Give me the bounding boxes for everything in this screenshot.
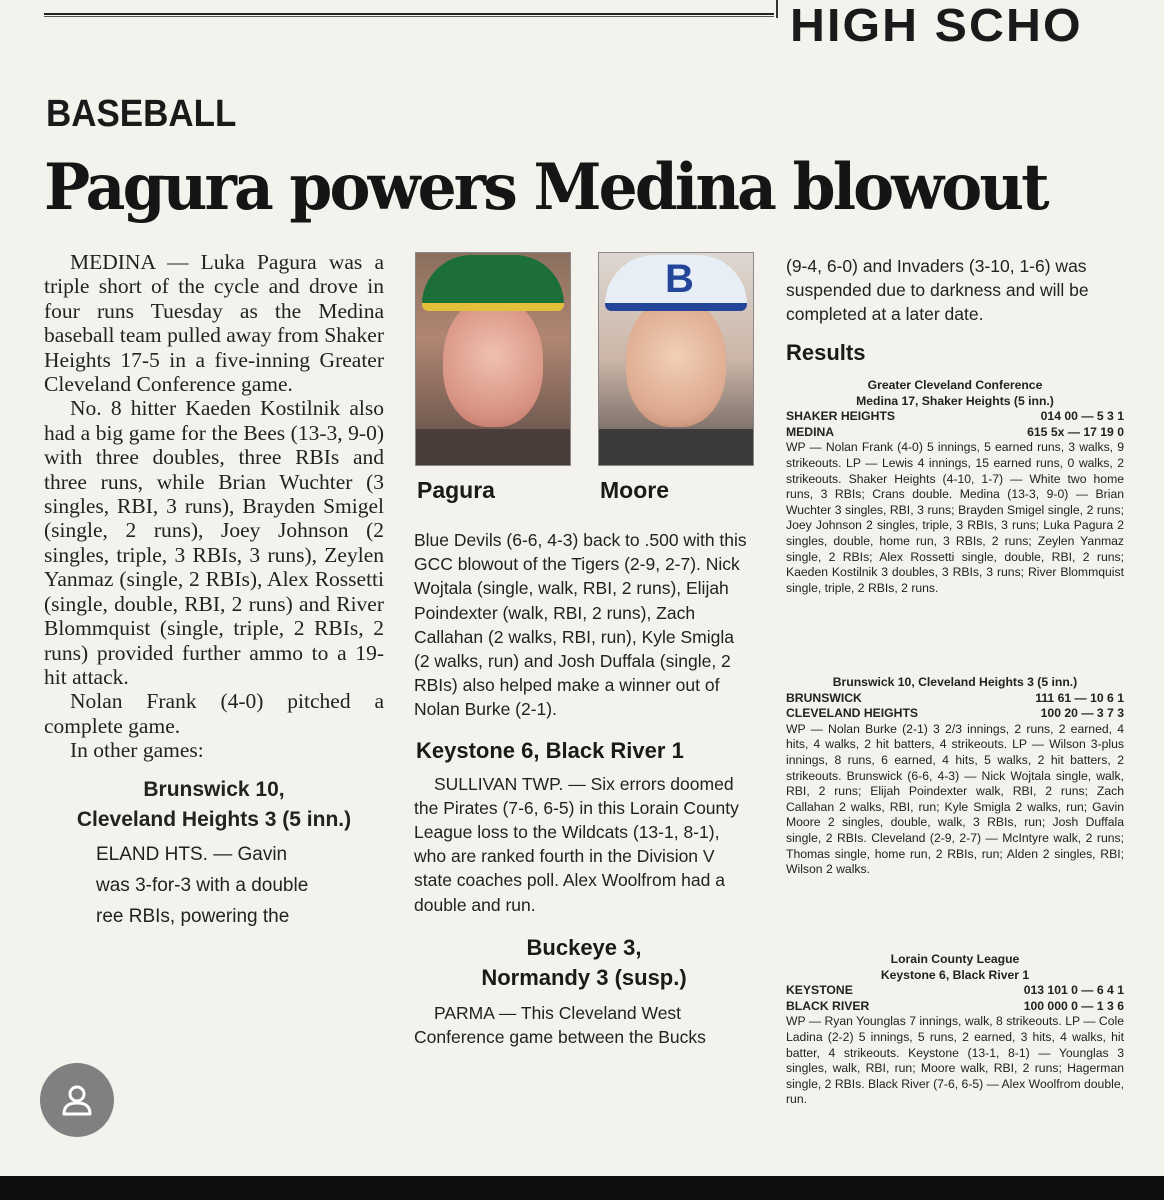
line-score: 111 61 — 10 6 1 [1035,690,1124,705]
player-shirt [599,429,753,465]
person-icon [58,1081,96,1119]
article-headline: Pagura powers Medina blowout [44,150,1047,225]
line-score-row [786,999,1124,1015]
box-score-keystone [786,952,1124,1108]
article-column-3 [786,254,1126,326]
box-notes: WP — Ryan Younglas 7 innings, walk, 8 strikeouts. LP — Cole Ladina (2-2) 5 innings, 5 runs, 2 earned, 3 hits, 4 walks, hit batter, 4 strikeouts. Keystone (13-1, 8-1) — Younglas 3 singles, walk, RBI, run; Moore walk, RBI, 2 runs; Hagerman single, 2 RBIs. Black River (7-6, 6-5) — Alex Woolfrom double, run. [786,1014,1124,1107]
paragraph: MEDINA — Luka Pagura was a triple short of the cycle and drove in four runs Tuesday as the Medina baseball team pulled away from Shaker Heights 17-5 in a five-inning Greater Cleveland Conference game. [44,250,384,397]
game-title: Keystone 6, Black River 1 [880,967,1030,982]
paragraph-cropped: ELAND HTS. — Gavin [96,843,288,865]
subheading-buckeye: Buckeye 3, [526,934,642,960]
league-name: Lorain County League [890,952,1020,966]
team-name: KEYSTONE [786,983,853,998]
section-divider [776,0,778,18]
line-score-row [786,425,1124,441]
cap-white [605,255,747,311]
paragraph: Blue Devils (6-6, 4-3) back to .500 with this GCC blowout of the Tigers (2-9, 2-7). Nick Wojtala (single, walk, RBI, 2 runs), Elijah Poindexter (walk, RBI, 2 runs), Zach Callahan (2 walks, RBI, run), Kyle Smigla (2 walks, run) and Josh Duffala (single, 2 RBIs) also helped make a winner out of Nolan Burke (2-1). [414,530,747,720]
subheading-brunswick: Brunswick 10, [143,777,285,801]
top-rule-thin [44,16,774,17]
cap-letter: B [665,257,694,301]
section-title: HIGH SCHO [790,0,1083,51]
line-score-row [786,691,1124,707]
player-face [443,297,543,427]
bottom-bar [0,1176,1164,1200]
paragraph: PARMA — This Cleveland West Conference game between the Bucks [414,1002,706,1048]
article-column-1 [44,250,384,928]
team-name: CLEVELAND HEIGHTS [786,706,919,721]
subheading-brunswick-line2: Cleveland Heights 3 (5 inn.) [76,807,352,831]
paragraph: (9-4, 6-0) and Invaders (3-10, 1-6) was suspended due to darkness and will be completed at a later date. [786,256,1089,324]
player-photo-moore [598,252,754,466]
box-score-medina [786,378,1124,596]
cap-green [422,255,564,311]
article-kicker: BASEBALL [46,93,237,135]
line-score-row [786,409,1124,425]
subheading-keystone: Keystone 6, Black River 1 [416,737,684,763]
line-score: 100 000 0 — 1 3 6 [1023,998,1124,1013]
game-title: Brunswick 10, Cleveland Heights 3 (5 inn.) [832,675,1078,689]
player-face [626,297,726,427]
player-shirt [416,429,570,465]
player-photo-pagura [415,252,571,466]
profile-avatar-button[interactable] [40,1063,114,1137]
photo-caption-moore: Moore [600,477,669,503]
paragraph: SULLIVAN TWP. — Six errors doomed the Pirates (7-6, 6-5) in this Lorain County League loss to the Wildcats (13-1, 8-1), who are ranked fourth in the Division V state coaches poll. Alex Woolfrom had a double and run. [414,773,739,915]
team-name: SHAKER HEIGHTS [786,409,896,424]
paragraph-cropped: ree RBIs, powering the [96,905,290,927]
photo-caption-pagura: Pagura [417,477,495,503]
line-score: 013 101 0 — 6 4 1 [1023,983,1124,998]
box-notes: WP — Nolan Burke (2-1) 3 2/3 innings, 2 runs, 2 earned, 4 hits, 4 walks, 2 hit batters, 4 strikeouts. LP — Wilson 3-plus innings, 8 runs, 6 earned, 4 hits, 5 walks, 2 hit batters, 2 strikeouts. Brunswick (6-6, 4-3) — Nick Wojtala single, walk, RBI, 2 runs; Elijah Poindexter walk, RBI, 2 runs; Zach Callahan 2 walks, RBI, run; Kyle Smigla 2 walks, run; Gavin Moore 2 singles, double, walk, 3 RBIs, run; Josh Duffala single, 2 RBIs. Cleveland (2-9, 2-7) — McIntyre walk, 2 runs; Thomas single, home run, 2 RBIs, run; Alden 2 singles, RBI; Wilson 2 walks. [786,721,1124,877]
article-column-2 [414,528,754,1049]
line-score: 615 5x — 17 19 0 [1027,424,1124,439]
paragraph-cropped: was 3-for-3 with a double [96,874,309,896]
top-rule [44,13,774,15]
box-score-brunswick [786,675,1124,878]
line-score: 014 00 — 5 3 1 [1040,409,1124,424]
box-notes: WP — Nolan Frank (4-0) 5 innings, 5 earned runs, 3 walks, 9 strikeouts. LP — Lewis 4 innings, 15 earned runs, 0 walks, 2 strikeouts. Shaker Heights (4-10, 1-7) — White two home runs, 3 RBIs; Crans double. Medina (13-3, 9-0) — Brian Wuchter 3 singles, RBI, 3 runs; Brayden Smigel single, 2 runs; Joey Johnson 2 singles, triple, 3 RBIs, 3 runs; Luka Pagura 2 singles, double, home run, 3 RBIs, 2 runs; Zeylen Yanmaz single, 2 RBIs; Alex Rossetti single, double, RBI, 2 runs; Kaeden Kostilnik 3 doubles, 3 RBIs, 3 runs; River Blommquist single, triple, 2 RBIs, 2 runs. [786,440,1124,595]
subheading-buckeye-line2: Normandy 3 (susp.) [481,964,687,990]
paragraph: No. 8 hitter Kaeden Kostilnik also had a big game for the Bees (13-3, 9-0) with three doubles, three RBIs and three runs, while Brian Wuchter (3 singles, RBI, 3 runs), Brayden Smigel (single, 2 runs), Joey Johnson (2 singles, triple, 3 RBIs, 3 runs), Zeylen Yanmaz (single, 2 RBIs), Alex Rossetti (single, double, RBI, 2 runs) and River Blommquist (single, triple, 2 RBIs, 2 runs) provided further ammo to a 19-hit attack. [44,396,384,689]
team-name: BLACK RIVER [786,998,870,1013]
line-score: 100 20 — 3 7 3 [1040,706,1124,721]
paragraph: In other games: [70,738,204,763]
league-name: Greater Cleveland Conference [867,378,1043,392]
team-name: MEDINA [786,424,835,439]
paragraph: Nolan Frank (4-0) pitched a complete game. [44,689,384,738]
game-title: Medina 17, Shaker Heights (5 inn.) [856,393,1054,408]
line-score-row [786,983,1124,999]
team-name: BRUNSWICK [786,690,862,705]
line-score-row [786,706,1124,722]
results-heading: Results [786,340,866,365]
